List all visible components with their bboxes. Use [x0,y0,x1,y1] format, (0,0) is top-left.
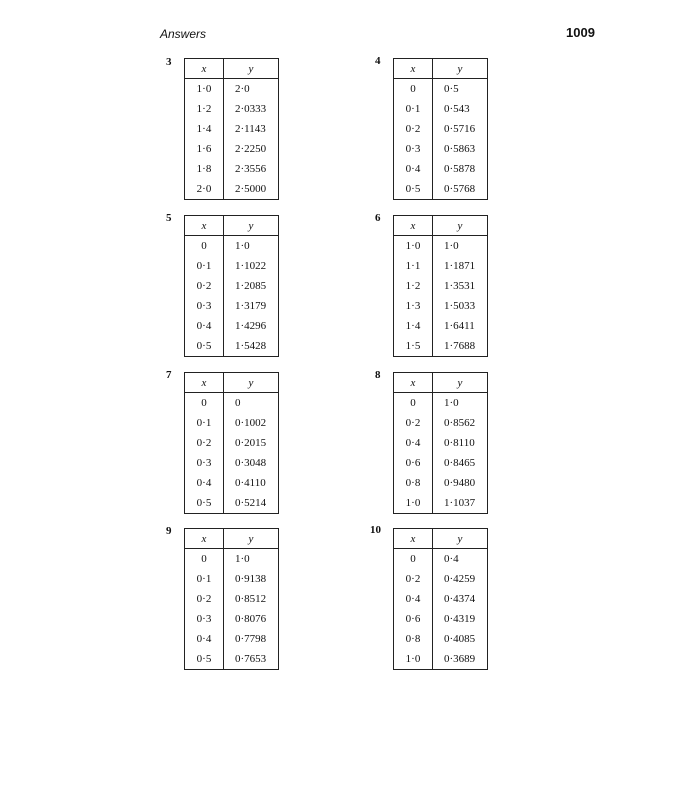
problem-number: 5 [166,212,172,224]
table-row [185,473,279,493]
table-row [394,179,488,200]
column-header-y: y [433,373,488,393]
x-value: 1·6 [185,139,224,159]
table-header-row [185,373,279,393]
column-header-x: x [185,59,224,79]
table-row [394,589,488,609]
table-row [185,589,279,609]
x-value: 0 [394,549,433,570]
problem-number: 8 [375,369,381,381]
x-value: 1·2 [185,99,224,119]
x-value: 0·3 [185,609,224,629]
y-value: 1·1022 [224,256,279,276]
x-value: 1·0 [394,493,433,514]
y-value: 1·7688 [433,336,488,357]
x-value: 1·0 [394,649,433,670]
x-value: 0·5 [185,336,224,357]
running-head: Answers [160,27,207,41]
column-header-x: x [185,529,224,549]
y-value: 2·0333 [224,99,279,119]
x-value: 0·4 [394,589,433,609]
column-header-x: x [185,373,224,393]
x-value: 1·1 [394,256,433,276]
table-row [185,413,279,433]
y-value: 0·7798 [224,629,279,649]
table-header-row [185,216,279,236]
table-row [185,119,279,139]
x-value: 0·4 [394,159,433,179]
table-row [394,393,488,414]
y-value: 1·0 [224,236,279,257]
y-value: 0·5768 [433,179,488,200]
table-row [394,493,488,514]
x-value: 1·8 [185,159,224,179]
column-header-y: y [433,216,488,236]
y-value: 0·7653 [224,649,279,670]
table-row [185,236,279,257]
table-row [394,119,488,139]
x-value: 0·4 [185,629,224,649]
y-value: 0·2015 [224,433,279,453]
table-row [394,569,488,589]
answer-table [393,372,488,514]
page-number: 1009 [566,25,595,40]
table-row [185,569,279,589]
column-header-y: y [224,216,279,236]
y-value: 0·8562 [433,413,488,433]
column-header-y: y [224,373,279,393]
table-header-row [394,529,488,549]
problem-number: 6 [375,212,381,224]
y-value: 1·3531 [433,276,488,296]
y-value: 1·0 [433,236,488,257]
answer-table [184,372,279,514]
x-value: 0·2 [185,589,224,609]
table-row [185,649,279,670]
table-row [394,649,488,670]
table-row [185,256,279,276]
table-header-row [394,59,488,79]
x-value: 0·1 [185,256,224,276]
table-row [185,433,279,453]
table-row [185,99,279,119]
problem-number: 10 [370,524,381,536]
x-value: 0·1 [185,569,224,589]
column-header-y: y [433,59,488,79]
table-header-row [185,59,279,79]
x-value: 0·4 [185,473,224,493]
y-value: 0·5 [433,79,488,100]
table-row [394,316,488,336]
y-value: 1·4296 [224,316,279,336]
column-header-x: x [185,216,224,236]
column-header-x: x [394,529,433,549]
problem-number: 3 [166,56,172,68]
y-value: 1·5428 [224,336,279,357]
x-value: 0 [394,79,433,100]
table-header-row [185,529,279,549]
y-value: 0·5878 [433,159,488,179]
y-value: 0·543 [433,99,488,119]
y-value: 1·2085 [224,276,279,296]
table-row [394,473,488,493]
y-value: 0·8465 [433,453,488,473]
table-row [394,413,488,433]
x-value: 0·6 [394,609,433,629]
y-value: 0·4 [433,549,488,570]
table-row [394,296,488,316]
x-value: 0 [185,549,224,570]
x-value: 0 [185,236,224,257]
table-header-row [394,373,488,393]
x-value: 0·4 [394,433,433,453]
table-row [185,493,279,514]
table-row [185,629,279,649]
x-value: 2·0 [185,179,224,200]
answer-table [393,215,488,357]
column-header-x: x [394,216,433,236]
table-row [394,453,488,473]
table-header-row [394,216,488,236]
table-row [185,296,279,316]
x-value: 0·3 [185,296,224,316]
y-value: 1·5033 [433,296,488,316]
x-value: 1·0 [185,79,224,100]
x-value: 0·4 [185,316,224,336]
y-value: 0·4085 [433,629,488,649]
x-value: 0·2 [185,276,224,296]
table-row [394,549,488,570]
y-value: 0·4319 [433,609,488,629]
answer-table [184,528,279,670]
x-value: 0·5 [185,649,224,670]
x-value: 0·3 [185,453,224,473]
y-value: 2·1143 [224,119,279,139]
y-value: 2·5000 [224,179,279,200]
x-value: 0·2 [394,413,433,433]
answer-table [184,215,279,357]
x-value: 0·2 [394,569,433,589]
table-row [394,433,488,453]
x-value: 0·1 [394,99,433,119]
x-value: 0·6 [394,453,433,473]
column-header-x: x [394,373,433,393]
y-value: 1·1037 [433,493,488,514]
y-value: 1·0 [224,549,279,570]
y-value: 0·5716 [433,119,488,139]
y-value: 1·6411 [433,316,488,336]
table-row [185,139,279,159]
problem-number: 9 [166,525,172,537]
x-value: 0·8 [394,473,433,493]
table-row [394,276,488,296]
table-row [185,549,279,570]
answer-table [393,58,488,200]
y-value: 2·0 [224,79,279,100]
column-header-y: y [433,529,488,549]
x-value: 0 [185,393,224,414]
y-value: 0·8512 [224,589,279,609]
table-row [394,336,488,357]
table-row [185,159,279,179]
problem-number: 4 [375,55,381,67]
x-value: 0·5 [394,179,433,200]
y-value: 1·0 [433,393,488,414]
y-value: 2·3556 [224,159,279,179]
answer-table [393,528,488,670]
y-value: 0·8076 [224,609,279,629]
x-value: 0·1 [185,413,224,433]
x-value: 1·3 [394,296,433,316]
table-row [185,393,279,414]
y-value: 2·2250 [224,139,279,159]
y-value: 0·4110 [224,473,279,493]
y-value: 0·5214 [224,493,279,514]
table-row [394,629,488,649]
column-header-y: y [224,59,279,79]
y-value: 0·9480 [433,473,488,493]
table-row [394,236,488,257]
x-value: 0·3 [394,139,433,159]
column-header-x: x [394,59,433,79]
table-row [394,159,488,179]
y-value: 0·8110 [433,433,488,453]
table-row [185,453,279,473]
table-row [394,139,488,159]
x-value: 0 [394,393,433,414]
x-value: 1·2 [394,276,433,296]
x-value: 0·2 [394,119,433,139]
problem-number: 7 [166,369,172,381]
y-value: 1·1871 [433,256,488,276]
table-row [394,79,488,100]
y-value: 1·3179 [224,296,279,316]
y-value: 0·4374 [433,589,488,609]
y-value: 0·1002 [224,413,279,433]
x-value: 1·4 [185,119,224,139]
x-value: 0·2 [185,433,224,453]
y-value: 0·3048 [224,453,279,473]
table-row [185,79,279,100]
x-value: 0·5 [185,493,224,514]
answer-table [184,58,279,200]
table-row [185,276,279,296]
x-value: 1·0 [394,236,433,257]
x-value: 1·4 [394,316,433,336]
table-row [185,316,279,336]
y-value: 0·4259 [433,569,488,589]
table-row [394,609,488,629]
column-header-y: y [224,529,279,549]
y-value: 0·5863 [433,139,488,159]
table-row [185,179,279,200]
table-row [185,609,279,629]
y-value: 0 [224,393,279,414]
table-row [394,256,488,276]
x-value: 1·5 [394,336,433,357]
table-row [394,99,488,119]
x-value: 0·8 [394,629,433,649]
y-value: 0·9138 [224,569,279,589]
y-value: 0·3689 [433,649,488,670]
table-row [185,336,279,357]
